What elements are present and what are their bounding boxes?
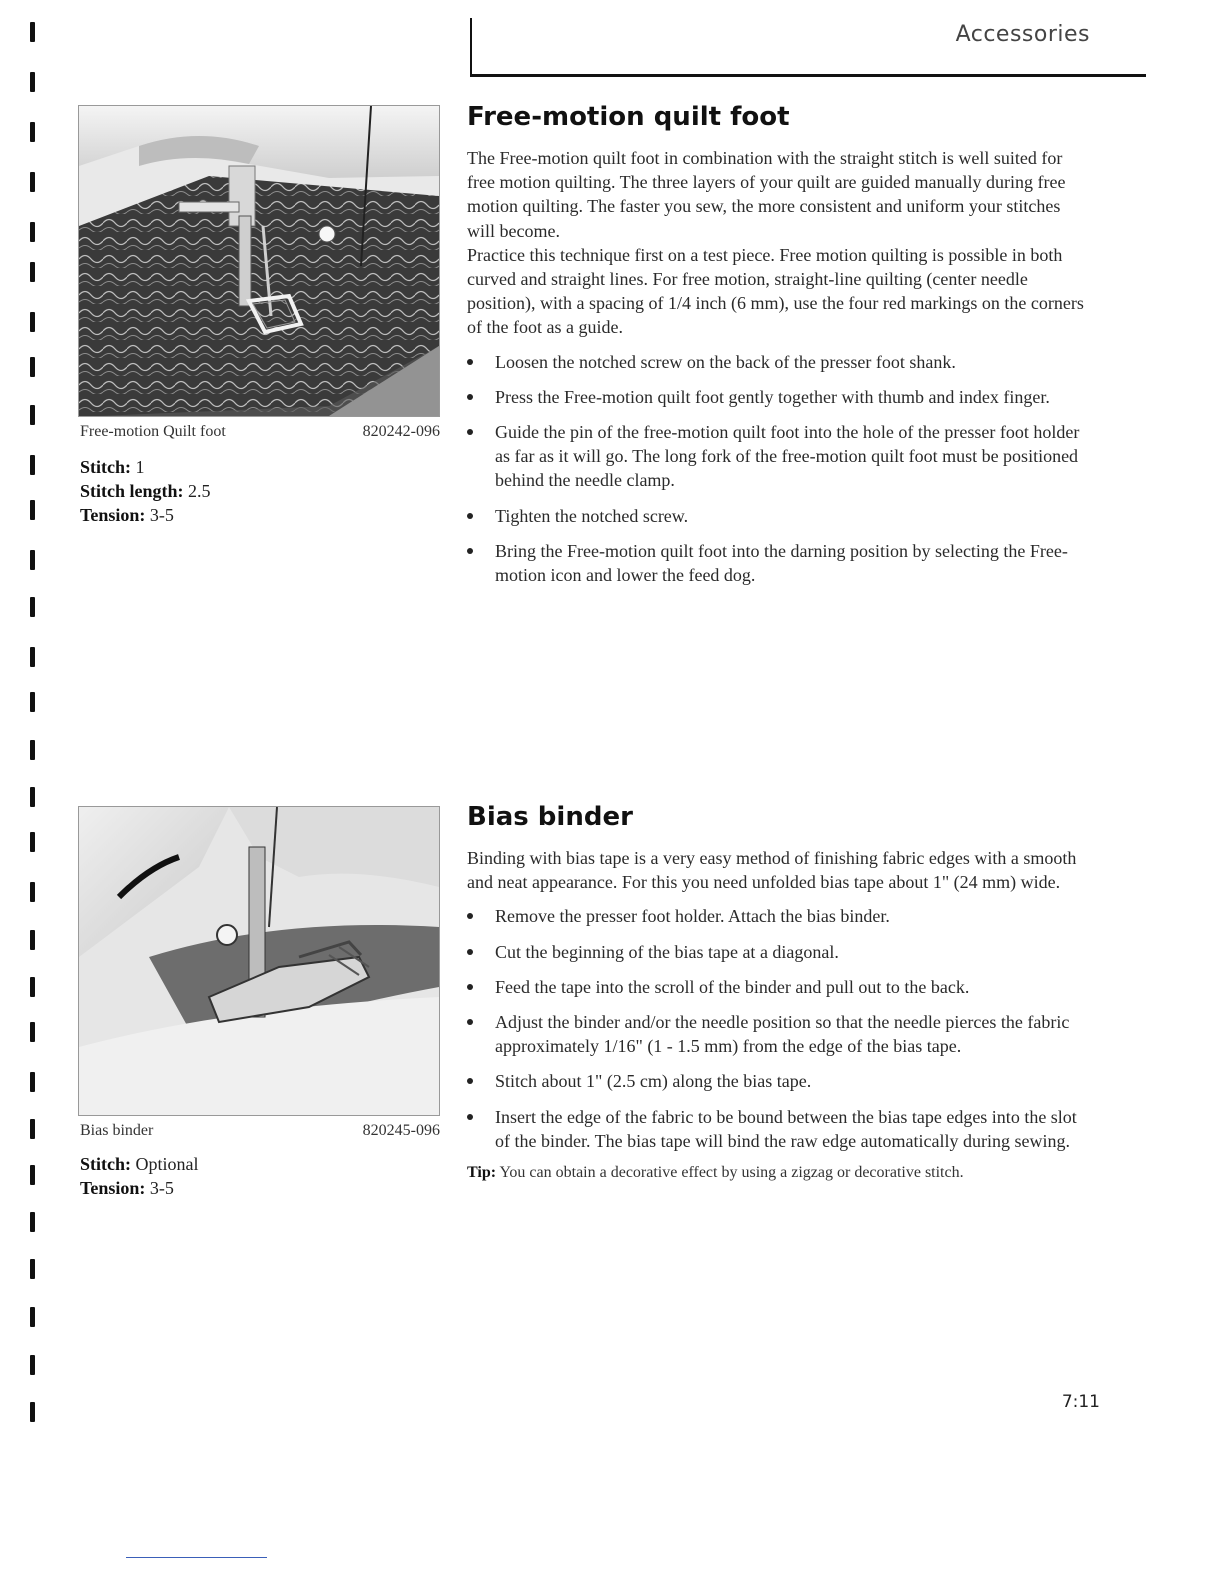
paragraph: Practice this technique first on a test piece. Free motion quilting is possible in both curved and straight lines. For free motion, straight-line quilting (center needle position), with a spacing of 1/4 inch (6 mm), use the four red markings on the corners of the foot as a guide. xyxy=(467,244,1084,338)
part-number: 820242-096 xyxy=(362,423,440,440)
header-title: Accessories xyxy=(955,22,1090,47)
list-item: Insert the edge of the fabric to be bound between the bias tape edges into the slot of the binder. The bias tape will bind the raw edge automatically during sewing. xyxy=(467,1105,1087,1153)
section-title: Free-motion quilt foot xyxy=(467,102,790,132)
bullet-icon xyxy=(467,913,473,919)
list-item: Tighten the notched screw. xyxy=(467,504,1087,528)
page-number: 7:11 xyxy=(1061,1392,1100,1412)
bullet-icon xyxy=(467,429,473,435)
setting-stitch: Stitch: 1 xyxy=(80,457,145,477)
paragraph: The Free-motion quilt foot in combination with the straight stitch is well suited for free motion quilting. The three layers of your quilt are guided manually during free motion quilting. The faster you sew, the more consistent and uniform your stitches will become. xyxy=(467,148,1066,241)
tip-label: Tip: xyxy=(467,1164,497,1182)
bullet-icon xyxy=(467,1114,473,1120)
list-item: Guide the pin of the free-motion quilt foot into the hole of the presser foot holder as far as it will go. The long fork of the free-motion quilt foot must be positioned behind the needle clamp. xyxy=(467,420,1087,493)
bullet-icon xyxy=(467,949,473,955)
figure-caption: Free-motion Quilt foot xyxy=(80,423,226,440)
list-item: Cut the beginning of the bias tape at a diagonal. xyxy=(467,940,1087,964)
section-bias-binder xyxy=(467,802,1087,1182)
caption-row xyxy=(80,423,440,441)
section-free-motion xyxy=(467,102,1087,598)
tip-text: You can obtain a decorative effect by using a zigzag or decorative stitch. xyxy=(499,1164,964,1182)
settings-list xyxy=(80,1152,199,1200)
list-item: Stitch about 1" (2.5 cm) along the bias tape. xyxy=(467,1069,1087,1093)
section-title: Bias binder xyxy=(467,802,633,832)
caption-row xyxy=(80,1122,440,1140)
bullet-icon xyxy=(467,394,473,400)
header-rule-vertical xyxy=(470,18,472,76)
bullet-icon xyxy=(467,1019,473,1025)
part-number: 820245-096 xyxy=(362,1122,440,1139)
figure-caption: Bias binder xyxy=(80,1122,154,1139)
tip-note xyxy=(467,1164,1087,1182)
list-item: Loosen the notched screw on the back of the presser foot shank. xyxy=(467,350,1087,374)
setting-tension: Tension: 3-5 xyxy=(80,505,174,525)
bullet-icon xyxy=(467,548,473,554)
list-item: Bring the Free-motion quilt foot into the darning position by selecting the Free-motion icon and lower the feed dog. xyxy=(467,539,1087,587)
instruction-list xyxy=(467,350,1087,588)
binder-marks xyxy=(30,0,40,1584)
paragraph: Binding with bias tape is a very easy method of finishing fabric edges with a smooth and neat appearance. For this you need unfolded bias tape about 1" (24 mm) wide. xyxy=(467,848,1077,893)
header-rule-horizontal xyxy=(470,74,1146,77)
bias-binder-photo xyxy=(78,806,440,1116)
list-item: Adjust the binder and/or the needle position so that the needle pierces the fabric approximately 1/16" (1 - 1.5 mm) from the edge of the bias tape. xyxy=(467,1010,1087,1058)
instruction-list xyxy=(467,904,1087,1153)
bullet-icon xyxy=(467,359,473,365)
setting-tension: Tension: 3-5 xyxy=(80,1178,174,1198)
setting-stitch: Stitch: Optional xyxy=(80,1154,199,1174)
list-item: Press the Free-motion quilt foot gently together with thumb and index finger. xyxy=(467,385,1087,409)
list-item: Feed the tape into the scroll of the binder and pull out to the back. xyxy=(467,975,1087,999)
bullet-icon xyxy=(467,984,473,990)
free-motion-foot-photo xyxy=(78,105,440,417)
footer-rule xyxy=(126,1557,267,1558)
settings-list xyxy=(80,455,211,527)
list-item: Remove the presser foot holder. Attach the bias binder. xyxy=(467,904,1087,928)
bullet-icon xyxy=(467,513,473,519)
setting-stitch-length: Stitch length: 2.5 xyxy=(80,481,211,501)
bullet-icon xyxy=(467,1078,473,1084)
